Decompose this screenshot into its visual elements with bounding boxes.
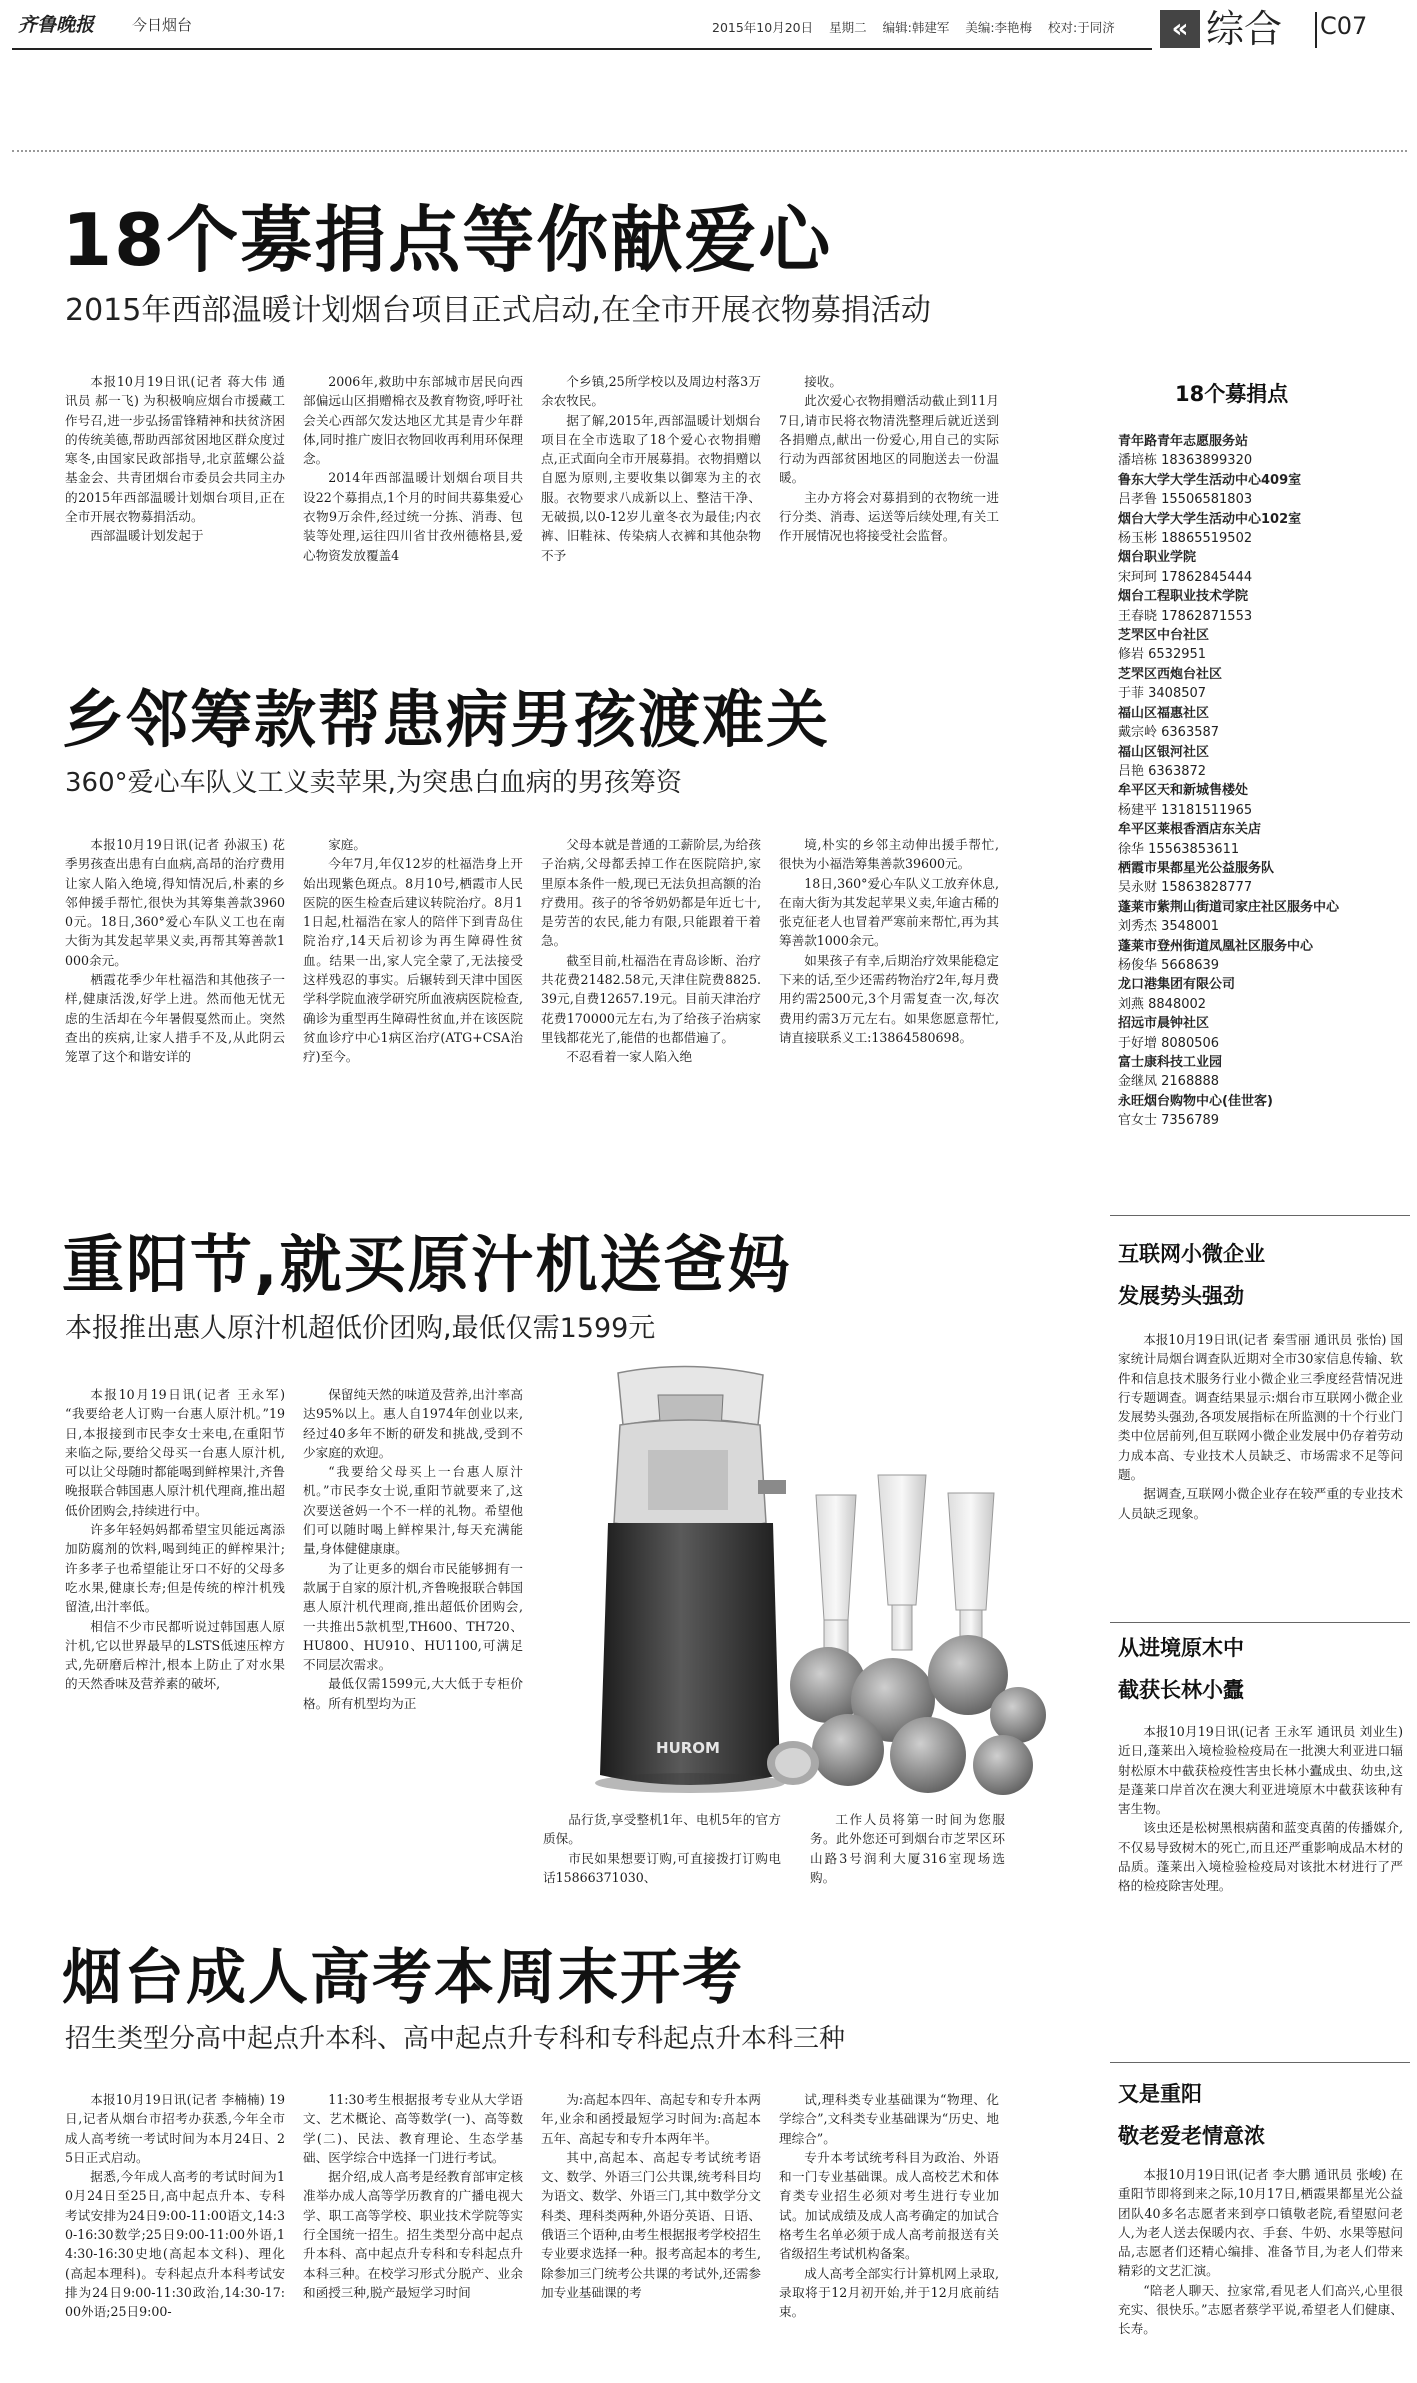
paragraph: 接收。 xyxy=(804,374,842,389)
article-1-col-3 xyxy=(541,372,761,627)
paragraph: 该虫还是松树黑根病菌和蓝变真菌的传播媒介,不仅易导致树木的死亡,而且还严重影响成品木材的品质。蓬莱出入境检验检疫局对该批木材进行了严格的检疫除害处理。 xyxy=(1118,1820,1403,1894)
location-contact: 金继凤 2168888 xyxy=(1118,1074,1220,1090)
paragraph: 据悉,今年成人高考的考试时间为10月24日至25日,高中起点升本、专科考试安排为24日9:00-11:00语文,14:30-16:30数学;25日9:00-11:00外语,14:30-16:30史地(高起本文科)、理化(高起本理科)。专科起点升本科考试安排为24日9:00-11:30政治,14:30-17:00外语;25日9:00- xyxy=(65,2169,285,2320)
location-name: 牟平区天和新城售楼处 xyxy=(1118,783,1249,799)
issue-date: 2015年10月20日 xyxy=(712,20,814,35)
paragraph: 父母本就是普通的工薪阶层,为给孩子治病,父母都丢掉工作在医院陪护,家里原本条件一般,现已无法负担高额的治疗费用。孩子的爷爷奶奶都是年近七十,是劳苦的农民,能力有限,只能跟着干着急。 xyxy=(541,837,761,949)
location-name: 烟台大学大学生活动中心102室 xyxy=(1118,511,1302,527)
location-contact: 戴宗岭 6363587 xyxy=(1118,725,1220,741)
category-badge xyxy=(1160,6,1345,52)
location-name: 烟台职业学院 xyxy=(1118,550,1197,566)
paragraph: 2014年西部温暖计划烟台项目共设22个募捐点,1个月的时间共募集爱心衣物9万余件,经过统一分拣、消毒、包装等处理,运往四川省甘孜州德格县,爱心物资发放覆盖4 xyxy=(303,470,523,563)
brief-2-text xyxy=(1118,1722,1403,2067)
article-2-col-1 xyxy=(65,835,285,1180)
paragraph: 此次爱心衣物捐赠活动截止到11月7日,请市民将衣物清洗整理后就近送到各捐赠点,献出一份爱心,用自己的实际行动为西部贫困地区的同胞送去一份温暖。 xyxy=(779,393,999,486)
article-4-col-4 xyxy=(779,2090,999,2378)
paragraph: 为了让更多的烟台市民能够拥有一款属于自家的原汁机,齐鲁晚报联合韩国惠人原汁机代理商,推出超低价团购会,一共推出5款机型,TH600、TH720、HU800、HU910、HU1100,可满足不同层次需求。 xyxy=(303,1560,523,1673)
paragraph: 今年7月,年仅12岁的杜福浩身上开始出现紫色斑点。8月10号,栖霞市人民医院的医生检查后建议转院治疗。8月11日起,杜福浩在家人的陪伴下到青岛住院治疗,14天后初诊为再生障碍性贫血。结果一出,家人完全蒙了,无法接受这样残忍的事实。后辗转到天津中国医学科学院血液学研究所血液病医院检查,确诊为重型再生障碍性贫血,并在该医院贫血诊疗中心1病区治疗(ATG+CSA治疗)至今。 xyxy=(303,856,523,1065)
sidebar-divider xyxy=(1110,1215,1410,1216)
location-contact: 潘培栋 18363899320 xyxy=(1118,453,1253,469)
locations-title: 18个募捐点 xyxy=(1175,382,1289,406)
article-2-col-3 xyxy=(541,835,761,1180)
article-3-col-1 xyxy=(65,1385,285,1905)
paragraph: 品行货,享受整机1年、电机5年的官方质保。 xyxy=(543,1812,781,1847)
sidebar-divider xyxy=(1110,2062,1410,2063)
double-chevron-icon: « xyxy=(1160,10,1200,48)
page-number: C07 xyxy=(1320,12,1368,40)
location-contact: 吕孝鲁 15506581803 xyxy=(1118,492,1253,508)
location-name: 蓬莱市紫荆山街道司家庄社区服务中心 xyxy=(1118,899,1340,915)
location-name: 牟平区莱根香酒店东关店 xyxy=(1118,822,1262,838)
paragraph: 本报10月19日讯(记者 王永军 通讯员 刘业生) 近日,蓬莱出入境检验检疫局在一批澳大利亚进口辐射松原木中截获检疫性害虫长林小蠹成虫、幼虫,这是蓬莱口岸首次在澳大利亚进境原木中截获该种有害生物。 xyxy=(1118,1724,1403,1817)
article-1-col-1 xyxy=(65,372,285,627)
location-name: 鲁东大学大学生活动中心409室 xyxy=(1118,472,1302,488)
location-contact: 刘秀杰 3548001 xyxy=(1118,919,1220,935)
location-name: 福山区银河社区 xyxy=(1118,744,1210,760)
masthead-dotted-divider xyxy=(12,150,1407,152)
paragraph: 截至目前,杜福浩在青岛诊断、治疗共花费21482.58元,天津住院费8825.39元,自费12657.19元。目前天津治疗花费170000元左右,为了给孩子治病家里钱都花光了,能借的也都借遍了。 xyxy=(541,952,761,1045)
paragraph: 专升本考试统考科目为政治、外语和一门专业基础课。成人高校艺术和体育类专业招生必须对考生进行专业加试。加试成绩及成人高考确定的加试合格考生名单必须于成人高考前报送有关省级招生考试机构备案。 xyxy=(779,2149,999,2262)
paragraph: 本报10月19日讯(记者 秦雪丽 通讯员 张怡) 国家统计局烟台调查队近期对全市30家信息传输、软件和信息技术服务行业小微企业三季度经营情况进行专题调查。调查结果显示:烟台市互联网小微企业发展势头强劲,各项发展指标在所监测的十个行业门类中位居前列,但互联网小微企业发展中仍存着劳动力成本高、专业技术人员缺乏、市场需求不足等问题。 xyxy=(1118,1332,1403,1483)
paragraph: 栖霞花季少年杜福浩和其他孩子一样,健康活泼,好学上进。然而他无忧无虑的生活却在今年暑假戛然而止。突然查出的疾病,让家人措手不及,从此阴云笼罩了这个和谐安详的 xyxy=(65,972,285,1065)
location-name: 蓬莱市登州街道凤凰社区服务中心 xyxy=(1118,938,1314,954)
location-contact: 于菲 3408507 xyxy=(1118,686,1207,702)
paragraph: 境,朴实的乡邻主动伸出援手帮忙,很快为小福浩筹集善款39600元。 xyxy=(779,837,999,872)
paragraph: 如果孩子有幸,后期治疗效果能稳定下来的话,至少还需药物治疗2年,每月费用约需2500元,3个月需复查一次,每次费用约需3万元左右。如果您愿意帮忙,请直接联系义工:13864580698。 xyxy=(779,952,999,1045)
article-2-col-2 xyxy=(303,835,523,1180)
brief-1-title-line1: 互联网小微企业 xyxy=(1118,1242,1265,1266)
donation-locations-list xyxy=(1118,432,1403,1131)
location-contact: 吴永财 15863828777 xyxy=(1118,880,1253,896)
location-name: 烟台工程职业技术学院 xyxy=(1118,589,1249,605)
article-4-subhead: 招生类型分高中起点升本科、高中起点升专科和专科起点升本科三种 xyxy=(65,2024,846,2054)
location-name: 芝罘区西炮台社区 xyxy=(1118,666,1223,682)
paragraph: 相信不少市民都听说过韩国惠人原汁机,它以世界最早的LSTS低速压榨方式,先研磨后榨汁,根本上防止了对水果的天然香味及营养素的破坏, xyxy=(65,1618,285,1692)
brief-3-title-line1: 又是重阳 xyxy=(1118,2082,1202,2106)
location-name: 青年路青年志愿服务站 xyxy=(1118,434,1249,449)
location-contact: 杨俊华 5668639 xyxy=(1118,957,1220,973)
location-name: 招远市晨钟社区 xyxy=(1118,1016,1210,1032)
paragraph: 家庭。 xyxy=(328,837,366,852)
location-contact: 杨玉彬 18865519502 xyxy=(1118,531,1253,547)
location-contact: 刘燕 8848002 xyxy=(1118,996,1207,1012)
paragraph: 其中,高起本、高起专考试统考语文、数学、外语三门公共课,统考科目均为语文、数学、外语三门,其中数学分文科类、理科类两种,外语分英语、日语、俄语三个语种,由考生根据报考学校招生专业要求选择一种。报考高起本的考生,除参加三门统考公共课的考试外,还需参加专业基础课的考 xyxy=(541,2149,761,2300)
article-1-subhead: 2015年西部温暖计划烟台项目正式启动,在全市开展衣物募捐活动 xyxy=(65,293,931,328)
badge-divider xyxy=(1315,12,1317,48)
article-2-subhead: 360°爱心车队义工义卖苹果,为突患白血病的男孩筹资 xyxy=(65,768,682,798)
masthead-rule xyxy=(12,48,1152,50)
paragraph: 2006年,救助中东部城市居民向西部偏远山区捐赠棉衣及教育物资,呼吁社会关心西部欠发达地区尤其是青少年群体,同时推广废旧衣物回收再利用环保理念。 xyxy=(303,374,523,467)
location-contact: 官女士 7356789 xyxy=(1118,1113,1220,1129)
paragraph: 不忍看着一家人陷入绝 xyxy=(566,1049,693,1065)
location-contact: 徐华 15563853611 xyxy=(1118,841,1240,857)
paragraph: 市民如果想要订购,可直接拨打订购电话15866371030、 xyxy=(543,1850,781,1885)
juicer-illustration xyxy=(548,1355,1048,1903)
paragraph: 主办方将会对募捐到的衣物统一进行分类、消毒、运送等后续处理,有关工作开展情况也将接受社会监督。 xyxy=(779,489,999,544)
article-3-subhead: 本报推出惠人原汁机超低价团购,最低仅需1599元 xyxy=(65,1313,656,1344)
article-2-col-4 xyxy=(779,835,999,1180)
article-1-headline: 18个募捐点等你献爱心 xyxy=(62,198,833,282)
paragraph: 保留纯天然的味道及营养,出汁率高达95%以上。惠人自1974年创业以来,经过40多年不断的研发和挑战,受到不少家庭的欢迎。 xyxy=(303,1387,523,1460)
brief-1-title-line2: 发展势头强劲 xyxy=(1118,1284,1244,1308)
editor-credit: 编辑:韩建军 xyxy=(882,20,950,35)
paragraph: 本报10月19日讯(记者 孙淑玉) 花季男孩查出患有白血病,高昂的治疗费用让家人陷入绝境,得知情况后,朴素的乡邻伸援手帮忙,很快为其筹集善款39600元。18日,360°爱心车队义工也在南大街为其发起苹果义卖,再帮其筹善款1000余元。 xyxy=(65,837,285,968)
location-contact: 于好增 8080506 xyxy=(1118,1035,1220,1051)
brief-1-text xyxy=(1118,1330,1403,1630)
paragraph: 本报10月19日讯(记者 李大鹏 通讯员 张峻) 在重阳节即将到来之际,10月17日,栖霞果都星光公益团队40多名志愿者来到亭口镇敬老院,看望慰问老人,为老人送去保暖内衣、手套、牛奶、水果等慰问品,志愿者们还精心编排、准备节目,为老人们带来精彩的文艺汇演。 xyxy=(1118,2167,1403,2279)
paragraph: 工作人员将第一时间为您服务。此外您还可到烟台市芝罘区环山路3号润利大厦316室现场选购。 xyxy=(810,1812,1005,1885)
article-1-col-4 xyxy=(779,372,999,627)
location-name: 龙口港集团有限公司 xyxy=(1118,977,1236,993)
newspaper-logo: 齐鲁晚报 xyxy=(18,14,95,36)
article-4-col-1 xyxy=(65,2090,285,2378)
location-name: 富士康科技工业园 xyxy=(1118,1055,1223,1070)
paragraph: “陪老人聊天、拉家常,看见老人们高兴,心里很充实、很快乐。”志愿者蔡学平说,希望老人们健康、长寿。 xyxy=(1118,2282,1403,2337)
art-editor-credit: 美编:李艳梅 xyxy=(965,20,1033,35)
paragraph: 个乡镇,25所学校以及周边村落3万余农牧民。 xyxy=(541,374,761,409)
paragraph: 据调查,互联网小微企业存在较严重的专业技术人员缺乏现象。 xyxy=(1118,1486,1403,1521)
category-label: 综合 xyxy=(1206,7,1283,51)
juicer-brand-label: HUROM xyxy=(656,1739,720,1757)
article-3-headline: 重阳节,就买原汁机送爸妈 xyxy=(62,1228,792,1301)
paragraph: 据了解,2015年,西部温暖计划烟台项目在全市选取了18个爱心衣物捐赠点,正式面向全市开展募捐。衣物捐赠以自愿为原则,主要收集以御寒为主的衣服。衣物要求八成新以上、整洁干净、无破损,以0-12岁儿童冬衣为最佳;内衣裤、旧鞋袜、传染病人衣裤和其他杂物不予 xyxy=(541,412,761,563)
paragraph: 试,理科类专业基础课为“物理、化学综合”,文科类专业基础课为“历史、地理综合”。 xyxy=(779,2092,999,2146)
paragraph: 据介绍,成人高考是经教育部审定核准举办成人高等学历教育的广播电视大学、职工高等学校、职业技术学院等实行全国统一招生。招生类型分高中起点升本科、高中起点升专科和专科起点升本科三种。在校学习形式分脱产、业余和函授三种,脱产最短学习时间 xyxy=(303,2169,523,2300)
paragraph: 本报10月19日讯(记者 蒋大伟 通讯员 郝一飞) 为积极响应烟台市援藏工作号召,进一步弘扬雷锋精神和扶贫济困的传统美德,帮助西部贫困地区群众度过寒冬,由国家民政部指导,北京蓝螺公益基金会、共青团烟台市委员会共同主办的2015年西部温暖计划烟台项目,正在全市开展衣物募捐活动。 xyxy=(65,374,285,525)
brief-2-title-line1: 从进境原木中 xyxy=(1118,1636,1244,1660)
brief-2-title-line2: 截获长林小蠹 xyxy=(1118,1678,1244,1702)
paragraph: 本报10月19日讯(记者 王永军) “我要给老人订购一台惠人原汁机。”19日,本报接到市民李女士来电,在重阳节来临之际,要给父母买一台惠人原汁机,可以让父母随时都能喝到鲜榨果汁,齐鲁晚报联合韩国惠人原汁机代理商,推出超低价团购会,持续进行中。 xyxy=(65,1387,285,1518)
paragraph: 为:高起本四年、高起专和专升本两年,业余和函授最短学习时间为:高起本五年、高起专和专升本两年半。 xyxy=(541,2092,761,2146)
brief-3-title-line2: 敬老爱老情意浓 xyxy=(1118,2124,1265,2148)
issue-weekday: 星期二 xyxy=(829,20,867,35)
paragraph: 最低仅需1599元,大大低于专柜价格。所有机型均为正 xyxy=(303,1676,523,1711)
paragraph: “我要给父母买上一台惠人原汁机。”市民李女士说,重阳节就要来了,这次要送爸妈一个不一样的礼物。希望他们可以随时喝上鲜榨果汁,每天充满能量,身体健健康康。 xyxy=(303,1464,523,1557)
paragraph: 成人高考全部实行计算机网上录取,录取将于12月初开始,并于12月底前结束。 xyxy=(779,2265,999,2320)
location-contact: 宋珂珂 17862845444 xyxy=(1118,569,1253,585)
location-name: 永旺烟台购物中心(佳世客) xyxy=(1118,1093,1273,1109)
article-4-col-3 xyxy=(541,2090,761,2378)
paragraph: 西部温暖计划发起于 xyxy=(90,528,204,544)
article-4-headline: 烟台成人高考本周末开考 xyxy=(62,1943,744,2013)
proofreader-credit: 校对:于同济 xyxy=(1048,20,1115,35)
article-1-col-2 xyxy=(303,372,523,627)
paragraph: 11:30考生根据报考专业从大学语文、艺术概论、高等数学(一)、高等数学(二)、民法、教育理论、生态学基础、医学综合中选择一门进行考试。 xyxy=(303,2092,523,2165)
article-3-col-2 xyxy=(303,1385,523,1905)
paragraph: 本报10月19日讯(记者 李楠楠) 19日,记者从烟台市招考办获悉,今年全市成人高考统一考试时间为本月24日、25日正式启动。 xyxy=(65,2092,285,2165)
location-contact: 修岩 6532951 xyxy=(1118,647,1207,663)
location-contact: 杨建平 13181511965 xyxy=(1118,802,1253,818)
paragraph: 许多年轻妈妈都希望宝贝能远离添加防腐剂的饮料,喝到纯正的鲜榨果汁;许多孝子也希望能让牙口不好的父母多吃水果,健康长寿;但是传统的榨汁机残留渣,出汁率低。 xyxy=(65,1522,285,1615)
article-4-col-2 xyxy=(303,2090,523,2378)
location-name: 栖霞市果都星光公益服务队 xyxy=(1118,860,1275,876)
location-name: 福山区福惠社区 xyxy=(1118,705,1210,721)
section-name: 今日烟台 xyxy=(132,16,193,34)
location-contact: 王春晓 17862871553 xyxy=(1118,608,1253,624)
masthead-info xyxy=(712,18,1127,36)
juicer-product-image xyxy=(548,1355,1048,1805)
location-name: 芝罘区中台社区 xyxy=(1118,628,1210,644)
brief-3-text xyxy=(1118,2165,1403,2377)
paragraph: 18日,360°爱心车队义工放弃休息,在南大街为其发起苹果义卖,年逾古稀的张克征老人也冒着严寒前来帮忙,再为其筹善款1000余元。 xyxy=(779,875,999,949)
location-contact: 吕艳 6363872 xyxy=(1118,763,1207,779)
sidebar-divider xyxy=(1110,1622,1410,1623)
article-2-headline: 乡邻筹款帮患病男孩渡难关 xyxy=(62,683,831,756)
